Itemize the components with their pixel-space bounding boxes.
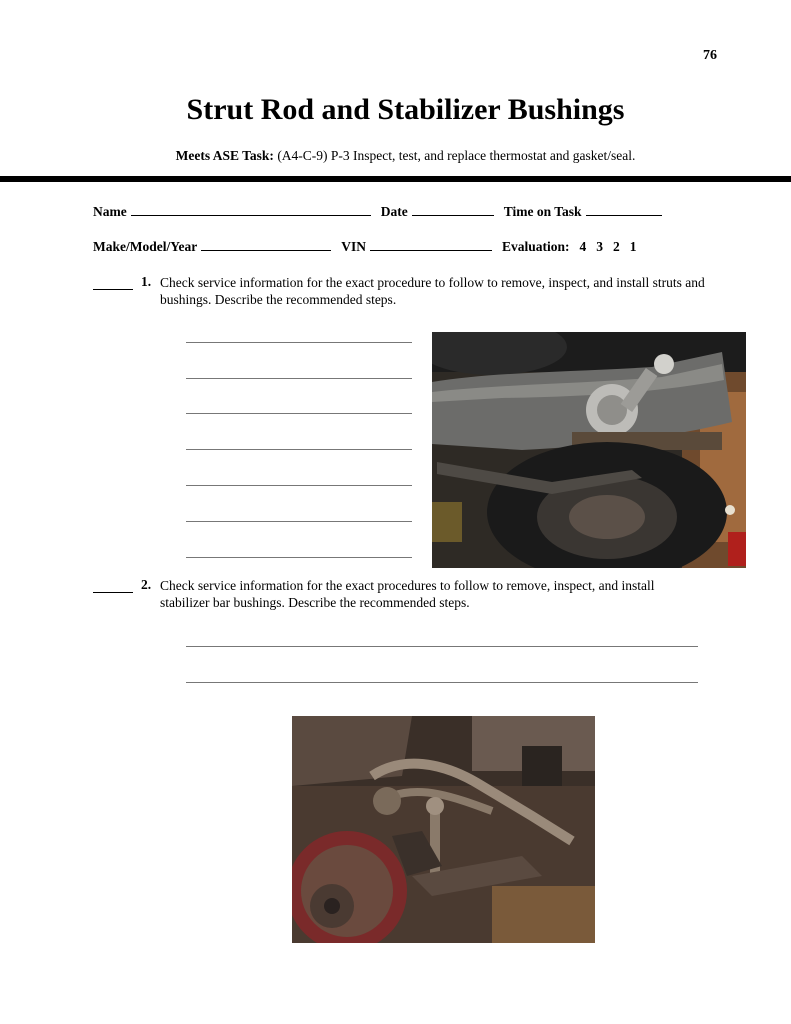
ase-task-label: Meets ASE Task: [175,148,274,163]
ase-task-text: (A4-C-9) P-3 Inspect, test, and replace thermostat and gasket/seal. [277,148,636,163]
task-1-text: Check service information for the exact procedure to follow to remove, inspect, and install struts and bushings. Describe the recommended steps. [160,275,705,307]
task-2-text: Check service information for the exact procedures to follow to remove, inspect, and install stabilizer bar bushings. Describe the recommended steps. [160,578,655,610]
make-model-year-field[interactable] [201,238,331,251]
answer-line[interactable] [186,342,412,343]
date-label: Date [380,204,408,219]
stabilizer-bar-photo [292,716,595,943]
time-on-task-label: Time on Task [503,204,582,219]
answer-line[interactable] [186,378,412,379]
name-row [93,203,672,220]
answer-line[interactable] [186,646,698,647]
vehicle-row [93,238,637,255]
answer-line[interactable] [186,557,412,558]
answer-line[interactable] [186,413,412,414]
evaluation-score[interactable]: 4 [579,239,587,254]
answer-line[interactable] [186,521,412,522]
evaluation-score[interactable]: 2 [613,239,620,254]
header-rule [0,176,791,182]
ase-task-line [0,148,791,164]
page-number: 76 [703,48,717,63]
date-field[interactable] [412,203,494,216]
answer-line[interactable] [186,485,412,486]
answer-line[interactable] [186,682,698,683]
task-1-checkoff[interactable] [93,277,133,290]
name-field[interactable] [131,203,371,216]
strut-rod-photo [432,332,746,568]
evaluation-label: Evaluation: [502,239,570,254]
name-label: Name [93,204,127,219]
answer-line[interactable] [186,449,412,450]
make-model-year-label: Make/Model/Year [93,239,198,254]
page-title: Strut Rod and Stabilizer Bushings [186,93,625,126]
vin-label: VIN [341,239,366,254]
time-on-task-field[interactable] [586,203,662,216]
task-1-number: 1. [141,274,152,289]
evaluation-score[interactable]: 3 [596,239,604,254]
task-2-number: 2. [141,577,152,592]
evaluation-scores [570,239,637,254]
task-2-checkoff[interactable] [93,580,133,593]
evaluation-score[interactable]: 1 [629,239,637,254]
vin-field[interactable] [370,238,492,251]
